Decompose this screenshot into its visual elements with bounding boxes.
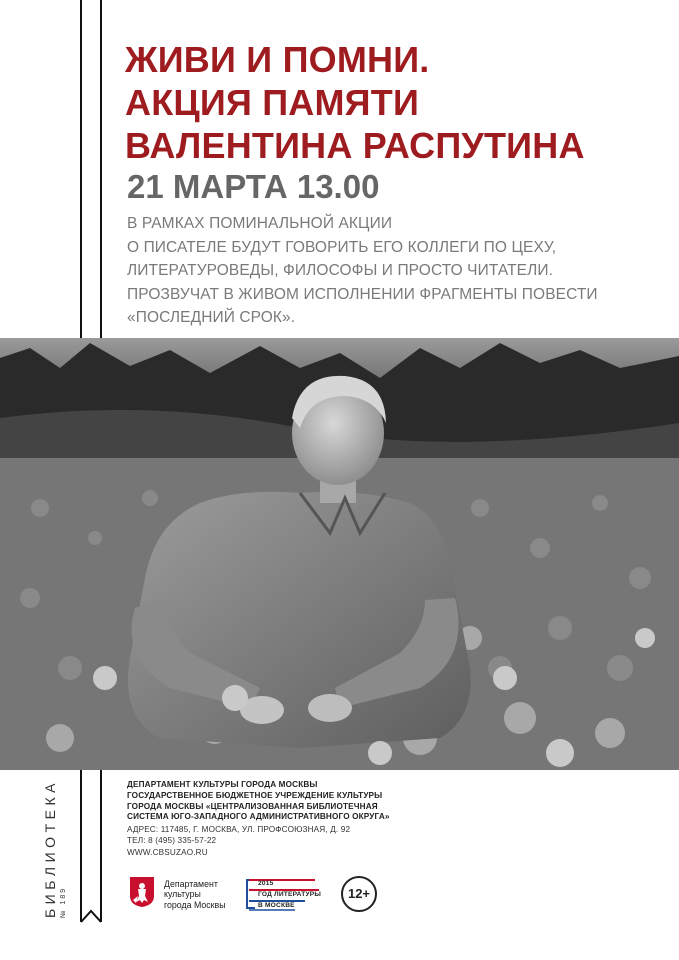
department-logo-line: культуры [164, 889, 201, 900]
age-rating-badge: 12+ [341, 876, 377, 912]
department-logo-line: города Москвы [164, 899, 226, 910]
description-line: ЛИТЕРАТУРОВЕДЫ, ФИЛОСОФЫ И ПРОСТО ЧИТАТЕЛИ. [127, 262, 554, 279]
website-link[interactable]: WWW.CBSUZAO.RU [127, 848, 208, 857]
department-logo-line: Департамент [164, 879, 218, 889]
writer-photo [0, 338, 679, 770]
description-line: В РАМКАХ ПОМИНАЛЬНОЙ АКЦИИ [127, 215, 393, 232]
event-description [127, 212, 672, 330]
contact-block [127, 825, 350, 846]
year-logo-year: 2015 [258, 880, 274, 887]
description-line: О ПИСАТЕЛЕ БУДУТ ГОВОРИТЬ ЕГО КОЛЛЕГИ ПО ЦЕХУ, [127, 238, 557, 256]
title-line-3: ВАЛЕНТИНА РАСПУТИНА [125, 125, 585, 166]
phone-text: ТЕЛ: 8 (495) 335-57-22 [127, 835, 217, 845]
library-number: № 189 [60, 886, 67, 918]
address-text: АДРЕС: 117485, Г. МОСКВА, УЛ. ПРОФСОЮЗНАЯ, Д. 92 [127, 825, 351, 834]
year-logo-city: В МОСКВЕ [258, 902, 295, 909]
organization-line: ГОРОДА МОСКВЫ «ЦЕНТРАЛИЗОВАННАЯ БИБЛИОТЕЧНАЯ [127, 801, 378, 811]
organization-line: ДЕПАРТАМЕНТ КУЛЬТУРЫ ГОРОДА МОСКВЫ [127, 780, 318, 789]
year-logo-title: ГОД ЛИТЕРАТУРЫ [258, 891, 322, 898]
library-vertical-label: БИБЛИОТЕКА [42, 779, 58, 918]
department-logo-text [164, 879, 226, 910]
moscow-coat-of-arms-icon [129, 876, 155, 908]
title-line-2: АКЦИЯ ПАМЯТИ [125, 82, 420, 123]
title-line-1: ЖИВИ И ПОМНИ. [125, 39, 430, 80]
description-line: «ПОСЛЕДНИЙ СРОК». [127, 309, 296, 326]
description-line: ПРОЗВУЧАТ В ЖИВОМ ИСПОЛНЕНИИ ФРАГМЕНТЫ ПОВЕСТИ [127, 285, 598, 303]
event-title [125, 38, 585, 167]
organization-block [127, 780, 390, 823]
organization-line: ГОСУДАРСТВЕННОЕ БЮДЖЕТНОЕ УЧРЕЖДЕНИЕ КУЛЬТУРЫ [127, 790, 383, 800]
organization-line: СИСТЕМА ЮГО-ЗАПАДНОГО АДМИНИСТРАТИВНОГО ОКРУГА» [127, 812, 390, 822]
event-date: 21 МАРТА 13.00 [127, 168, 380, 205]
